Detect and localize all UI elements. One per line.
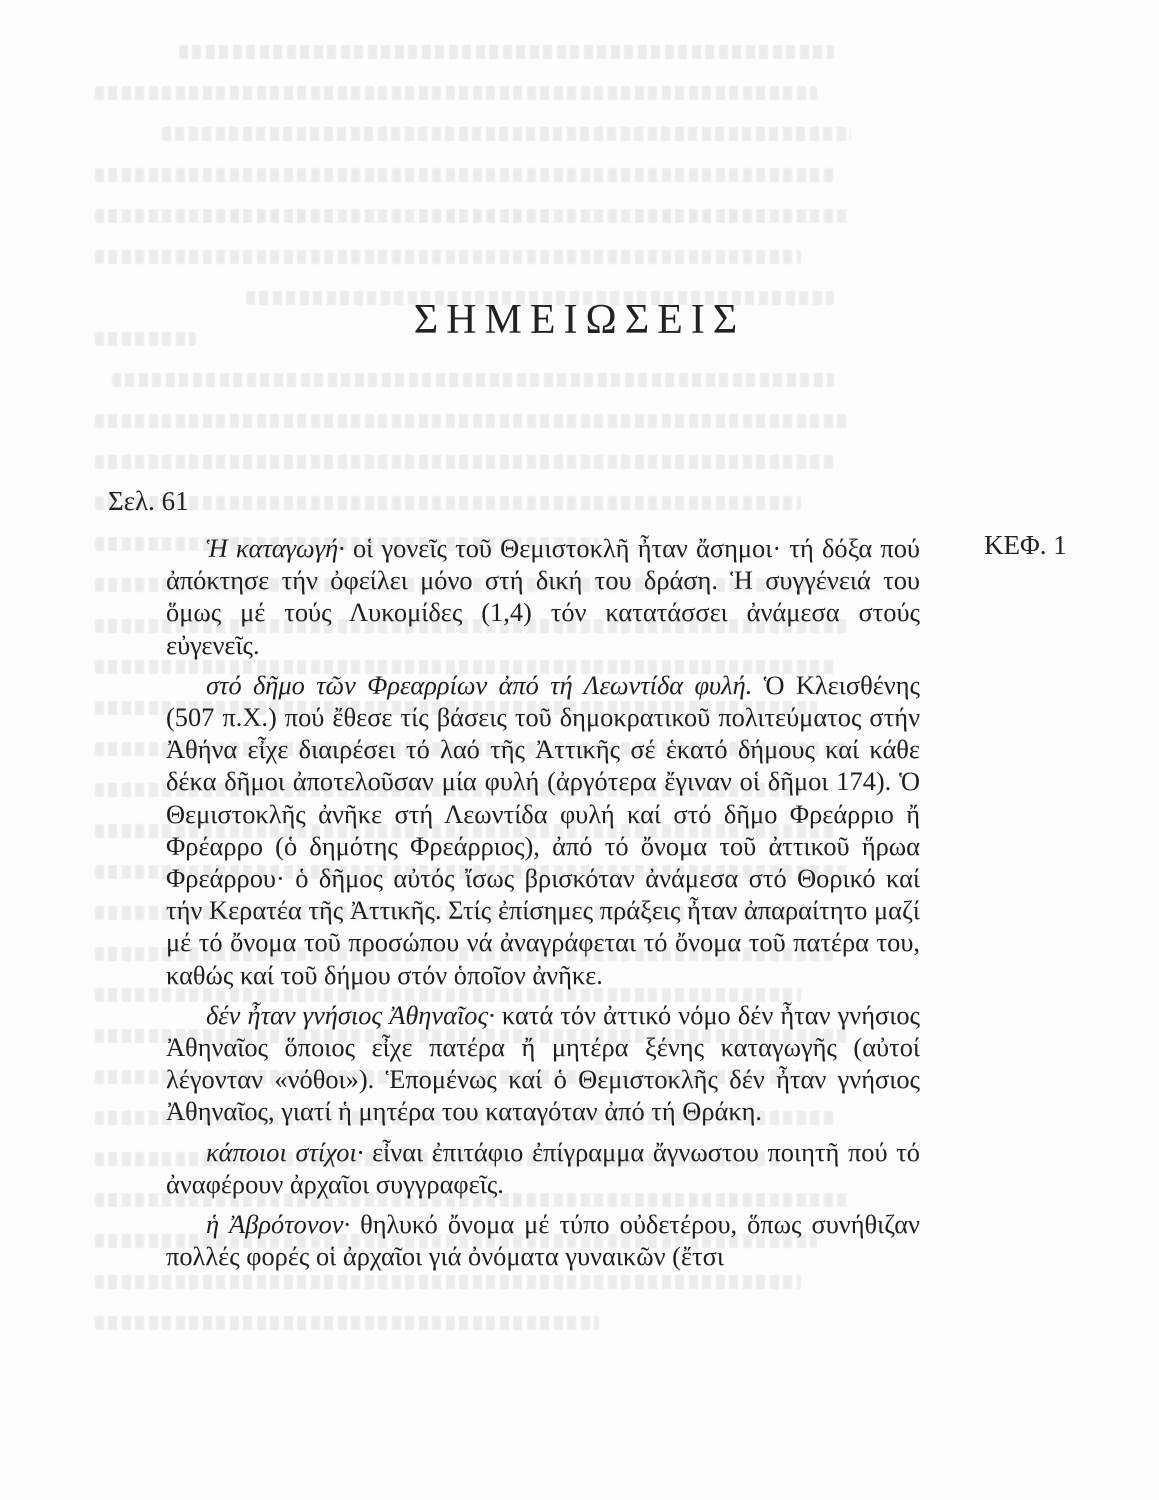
note-paragraph bbox=[166, 532, 920, 661]
note-term: ἡ Ἀβρότονον· bbox=[206, 1209, 351, 1240]
note-paragraph bbox=[166, 669, 920, 991]
note-text: κατά τόν ἀττικό νόμο δέν ἦταν γνήσιος Ἀθηναῖος ὅποιος εἶχε πατέρα ἤ μητέρα ξένης καταγωγῆς (αὐτοί λέγονταν «νόθοι»). Ἑπομένως καί ὁ Θεμιστοκλῆς δέν ἦταν γνήσιος Ἀθηναῖος, γιατί ἡ μητέρα του καταγόταν ἀπό τή Θράκη. bbox=[166, 999, 921, 1127]
page-reference: Σελ. 61 bbox=[108, 486, 189, 516]
chapter-reference: ΚΕΦ. 1 bbox=[984, 530, 1067, 560]
note-term: στό δῆμο τῶν Φρεαρρίων ἀπό τή Λεωντίδα φυλή. bbox=[206, 669, 753, 700]
notes-heading: ΣΗΜΕΙΩΣΕΙΣ bbox=[413, 297, 746, 343]
notes-list bbox=[166, 532, 920, 1280]
note-term: κάποιοι στίχοι· bbox=[206, 1136, 364, 1167]
note-text: οἱ γονεῖς τοῦ Θεμιστοκλῆ ἦταν ἄσημοι· τή δόξα πού ἀπόκτησε τήν ὀφείλει μόνο στή δική του δράση. Ἡ συγγένειά του ὅμως μέ τούς Λυκομίδες (1,4) τόν κατατάσσει ἀνάμεσα στούς εὐγενεῖς. bbox=[166, 533, 920, 660]
note-text: θηλυκό ὄνομα μέ τύπο οὐδετέρου, ὅπως συνήθιζαν πολλές φορές οἱ ἀρχαῖοι γιά ὀνόματα γυναικῶν (ἔτσι bbox=[166, 1209, 920, 1272]
note-text: Ὁ Κλεισθένης (507 π.Χ.) πού ἔθεσε τίς βάσεις τοῦ δημοκρατικοῦ πολιτεύματος στήν Ἀθήνα εἶχε διαιρέσει τό λαό τῆς Ἀττικῆς σέ ἑκατό δήμους καί κάθε δέκα δῆμοι ἀποτελοῦσαν μία φυλή (ἀργότερα ἔγιναν οἱ δῆμοι 174). Ὁ Θεμιστοκλῆς ἀνῆκε στή Λεωντίδα φυλή καί στό δῆμο Φρεάρριο ἤ Φρέαρρο (ὁ δημότης Φρεάρριος), ἀπό τό ὄνομα τοῦ ἀττικοῦ ἥρωα Φρεάρρου· ὁ δῆμος αὐτός ἴσως βρισκόταν ἀνάμεσα στό Θορικό καί τήν Κερατέα τῆς Ἀττικῆς. Στίς ἐπίσημες πράξεις ἦταν ἀπαραίτητο μαζί μέ τό ὄνομα τοῦ προσώπου νά ἀναγράφεται τό ὄνομα τοῦ πατέρα του, καθώς καί τοῦ δήμου στόν ὁποῖον ἀνῆκε. bbox=[166, 669, 920, 990]
note-term: δέν ἦταν γνήσιος Ἀθηναῖος· bbox=[206, 999, 495, 1030]
note-term: Ἡ καταγωγή· bbox=[206, 533, 345, 563]
note-paragraph bbox=[166, 1136, 920, 1200]
note-paragraph bbox=[166, 1208, 920, 1272]
note-paragraph bbox=[166, 999, 920, 1128]
note-text: εἶναι ἐπιτάφιο ἐπίγραμμα ἄγνωστου ποιητῆ πού τό ἀναφέρουν ἀρχαῖοι συγγραφεῖς. bbox=[166, 1136, 920, 1199]
